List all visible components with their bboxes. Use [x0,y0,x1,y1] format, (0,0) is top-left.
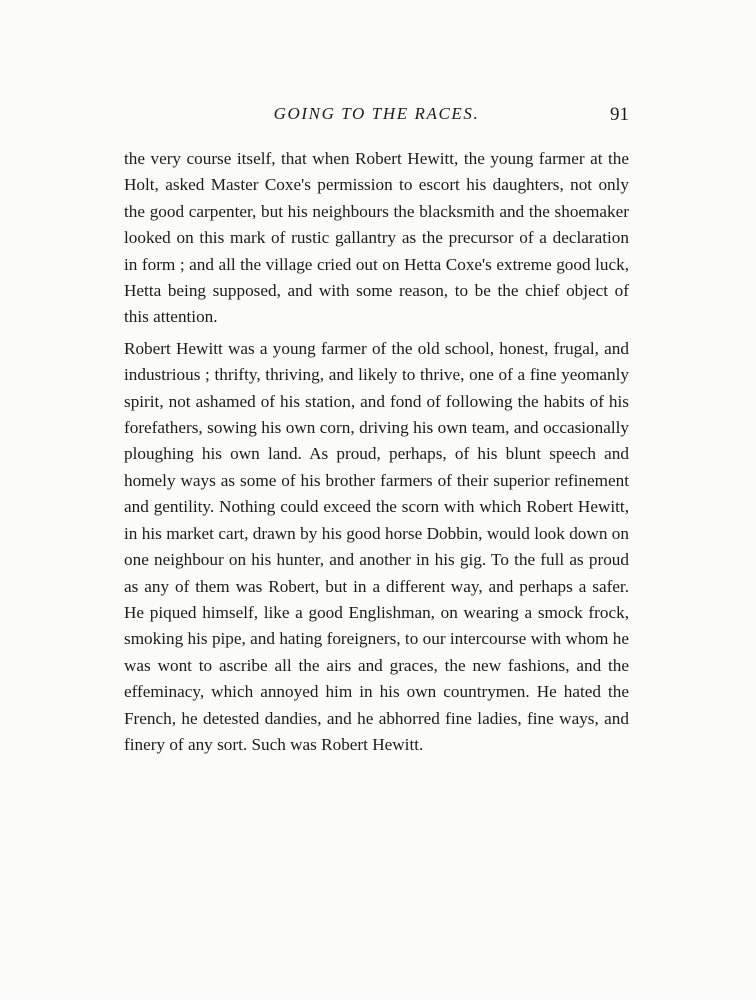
running-title: GOING TO THE RACES. [273,104,480,123]
paragraph-continued: the very course itself, that when Robert Hewitt, the young farmer at the Holt, asked Master Coxe's permission to escort his daughters, not only the good carpenter, but his neighbours the blacksmith and the shoemaker looked on this mark of rustic gallantry as the precursor of a declaration in form ; and all the village cried out on Hetta Coxe's extreme good luck, Hetta being supposed, and with some reason, to be the chief object of this attention. [124,149,629,327]
page-number: 91 [610,104,629,125]
body-text [124,146,629,758]
running-head [124,104,629,134]
paragraph-robert-hewitt: Robert Hewitt was a young farmer of the old school, honest, frugal, and industrious ; thrifty, thriving, and likely to thrive, one of a fine yeomanly spirit, not ashamed of his station, and fond of following the habits of his forefathers, sowing his own corn, driving his own team, and occasionally ploughing his own land. As proud, perhaps, of his blunt speech and homely ways as some of his brother farmers of their superior refinement and gentility. Nothing could exceed the scorn with which Robert Hewitt, in his market cart, drawn by his good horse Dobbin, would look down on one neighbour on his hunter, and another in his gig. To the full as proud as any of them was Robert, but in a different way, and perhaps a safer. He piqued himself, like a good Englishman, on wearing a smock frock, smoking his pipe, and hating foreigners, to our intercourse with whom he was wont to ascribe all the airs and graces, the new fashions, and the effeminacy, which annoyed him in his own countrymen. He hated the French, he detested dandies, and he abhorred fine ladies, fine ways, and finery of any sort. Such was Robert Hewitt. [124,338,629,754]
